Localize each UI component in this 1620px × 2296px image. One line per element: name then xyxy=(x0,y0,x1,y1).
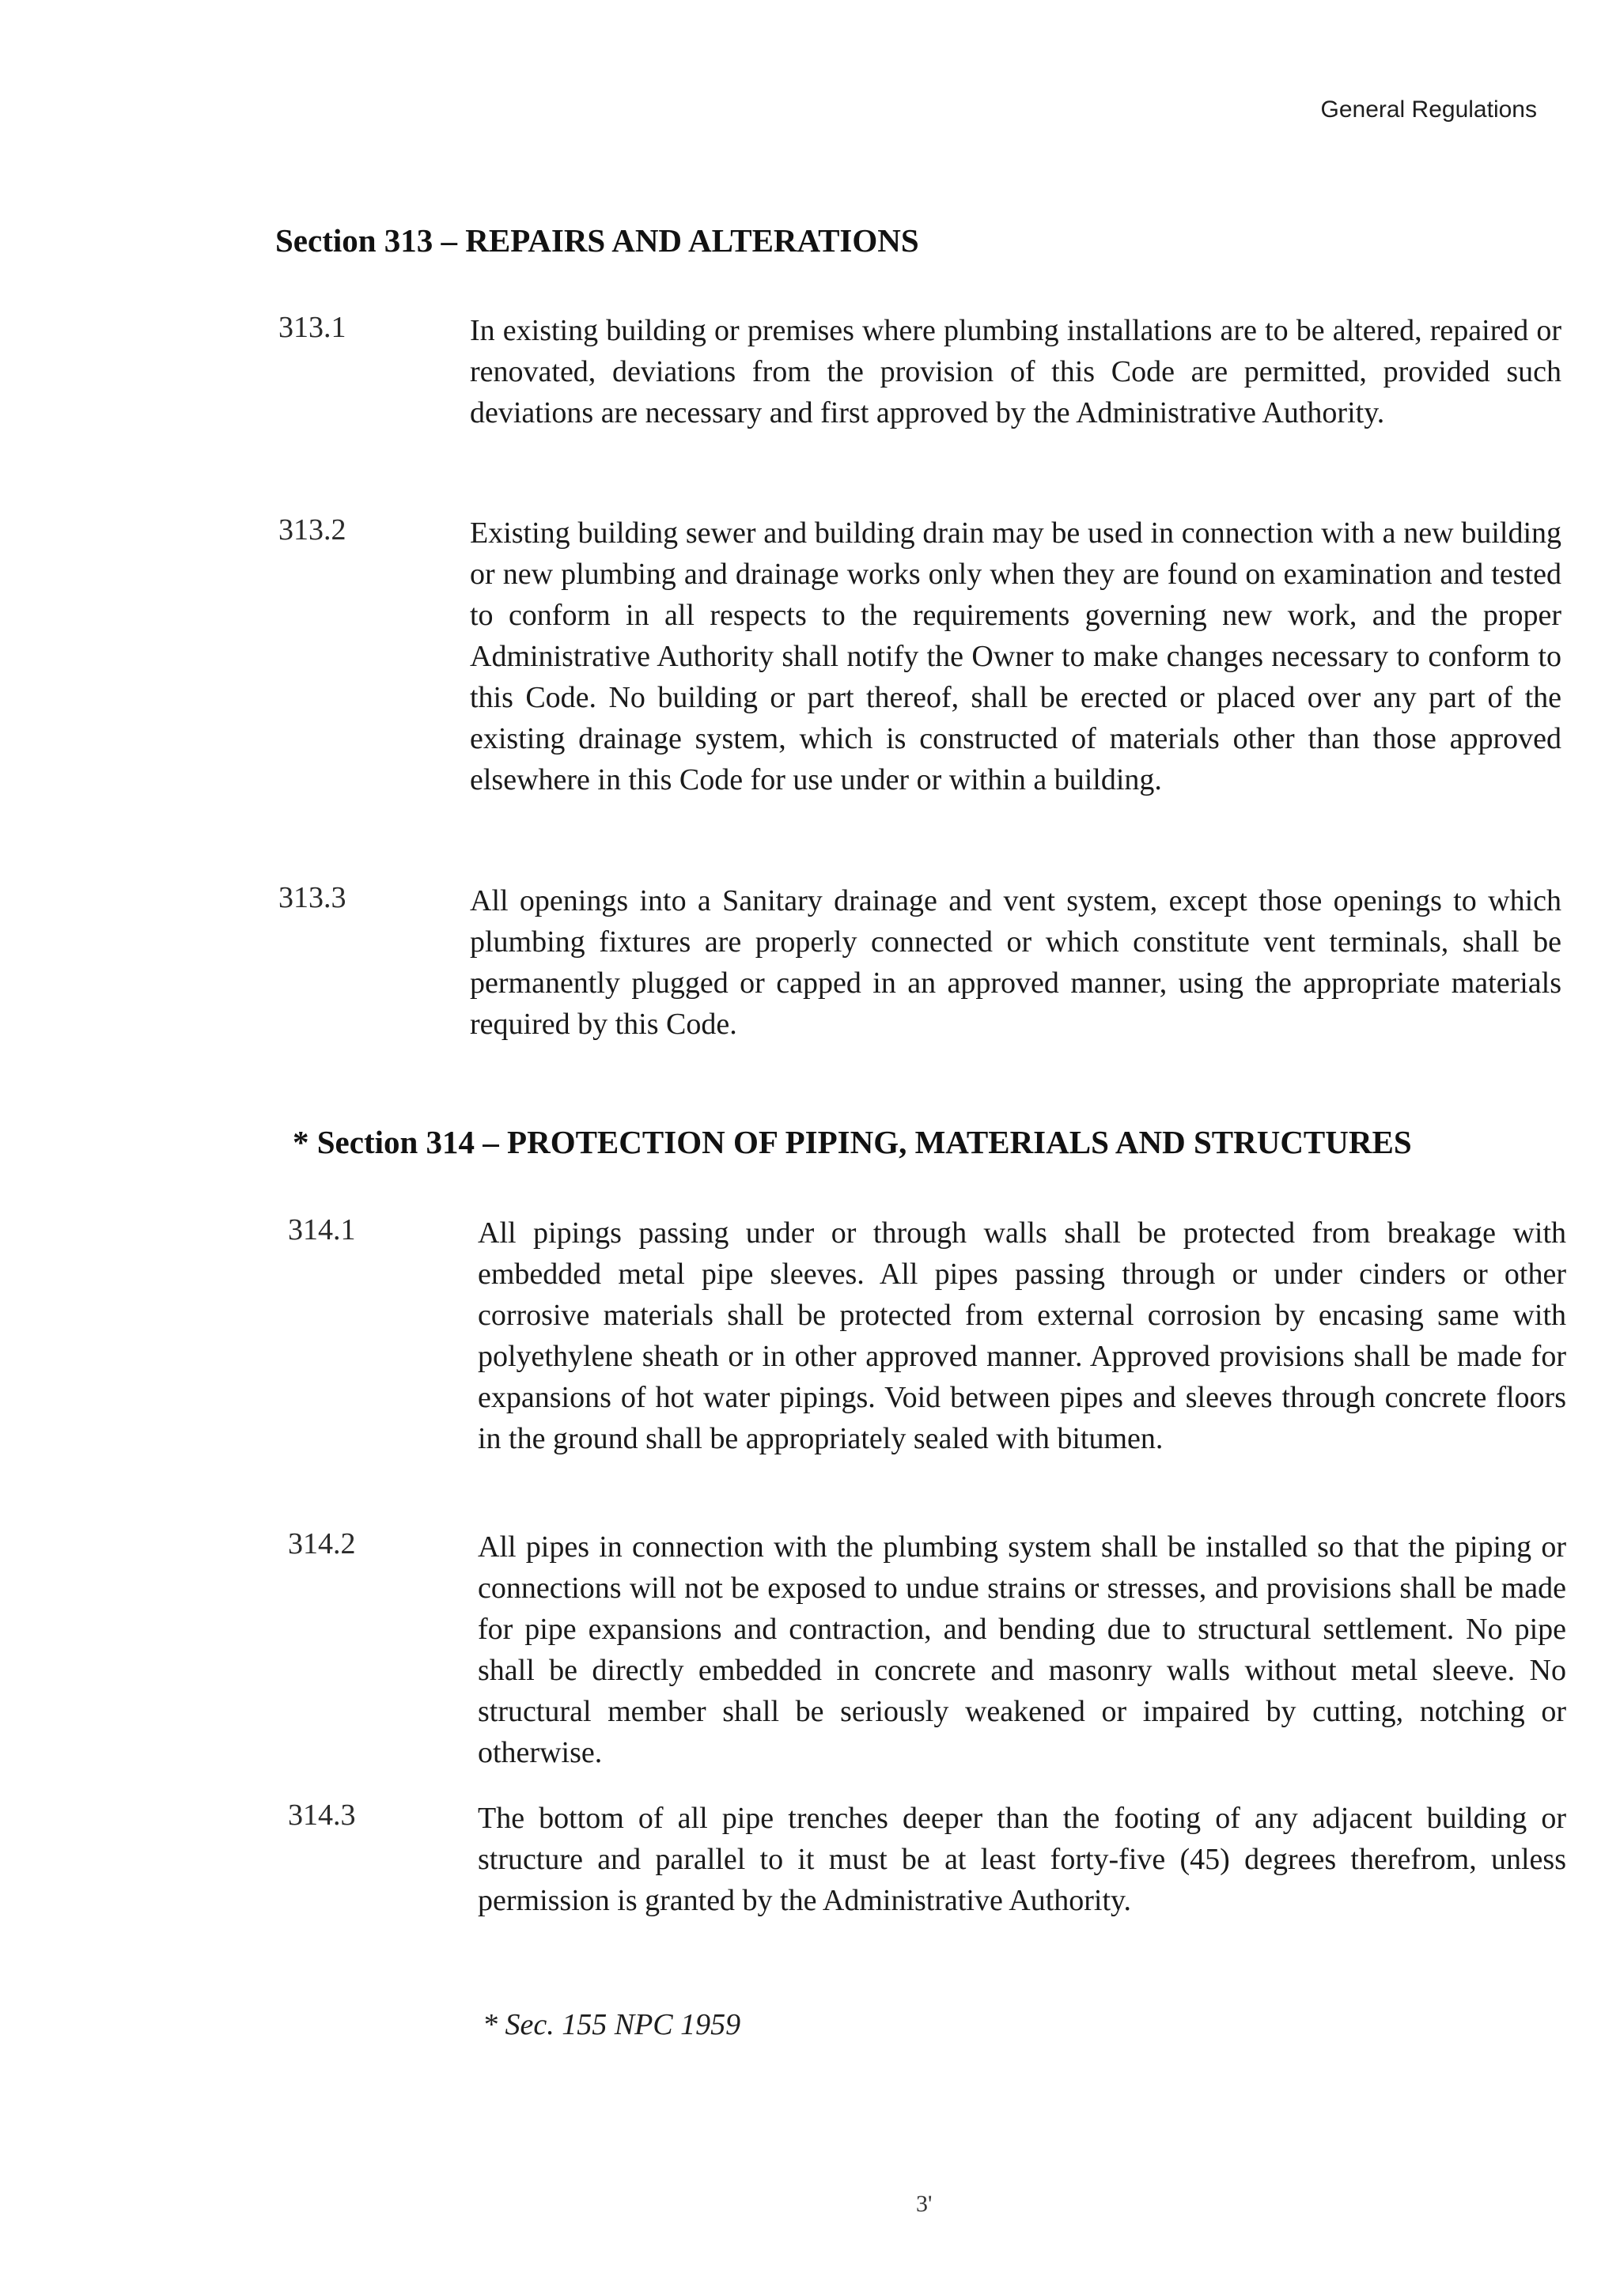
clause-number: 313.1 xyxy=(278,311,346,344)
footnote: * Sec. 155 NPC 1959 xyxy=(483,2008,741,2041)
clause-text: All pipings passing under or through walls shall be protected from breakage with embedded metal pipe sleeves. All pipes passing through or under cinders or other corrosive materials shall be protected from external corrosion by encasing same with polyethylene sheath or in other approved manner. Approved provisions shall be made for expansions of hot water pipings. Void between pipes and sleeves through concrete floors in the ground shall be appropriately sealed with bitumen. xyxy=(478,1216,1566,1455)
clause-text: In existing building or premises where plumbing installations are to be altered, repaired or renovated, deviations from the provision of this Code are permitted, provided such deviations are necessary and first approved by the Administrative Authority. xyxy=(470,314,1561,429)
clause-number: 313.2 xyxy=(278,513,346,547)
clause-number: 314.3 xyxy=(288,1799,356,1832)
clause-number: 313.3 xyxy=(278,881,346,914)
clause-text: All openings into a Sanitary drainage and vent system, except those openings to which plumbing fixtures are properly connected or which constitute vent terminals, shall be permanently plugged or capped in an approved manner, using the appropriate materials required by this Code. xyxy=(470,884,1561,1041)
page-number: 3' xyxy=(916,2191,933,2217)
clause-text: Existing building sewer and building drain may be used in connection with a new building or new plumbing and drainage works only when they are found on examination and tested to conform in all respects to the requirements governing new work, and the proper Administrative Authority shall notify the Owner to make changes necessary to conform to this Code. No building or part thereof, shall be erected or placed over any part of the existing drainage system, which is constructed of materials other than those approved elsewhere in this Code for use under or within a building. xyxy=(470,516,1561,796)
section-314-heading: * Section 314 – PROTECTION OF PIPING, MATERIALS AND STRUCTURES xyxy=(293,1124,1412,1160)
section-313-heading: Section 313 – REPAIRS AND ALTERATIONS xyxy=(275,222,919,259)
clause-text: The bottom of all pipe trenches deeper than the footing of any adjacent building or structure and parallel to it must be at least forty-five (45) degrees therefrom, unless permission is granted by the Administrative Authority. xyxy=(478,1802,1566,1917)
clause-number: 314.2 xyxy=(288,1527,356,1560)
clause-number: 314.1 xyxy=(288,1213,356,1246)
clause-text: All pipes in connection with the plumbing system shall be installed so that the piping or connections will not be exposed to undue strains or stresses, and provisions shall be made for pipe expansions and contraction, and bending due to structural settlement. No pipe shall be directly embedded in concrete and masonry walls without metal sleeve. No structural member shall be seriously weakened or impaired by cutting, notching or otherwise. xyxy=(478,1530,1566,1769)
running-head: General Regulations xyxy=(1320,96,1537,123)
